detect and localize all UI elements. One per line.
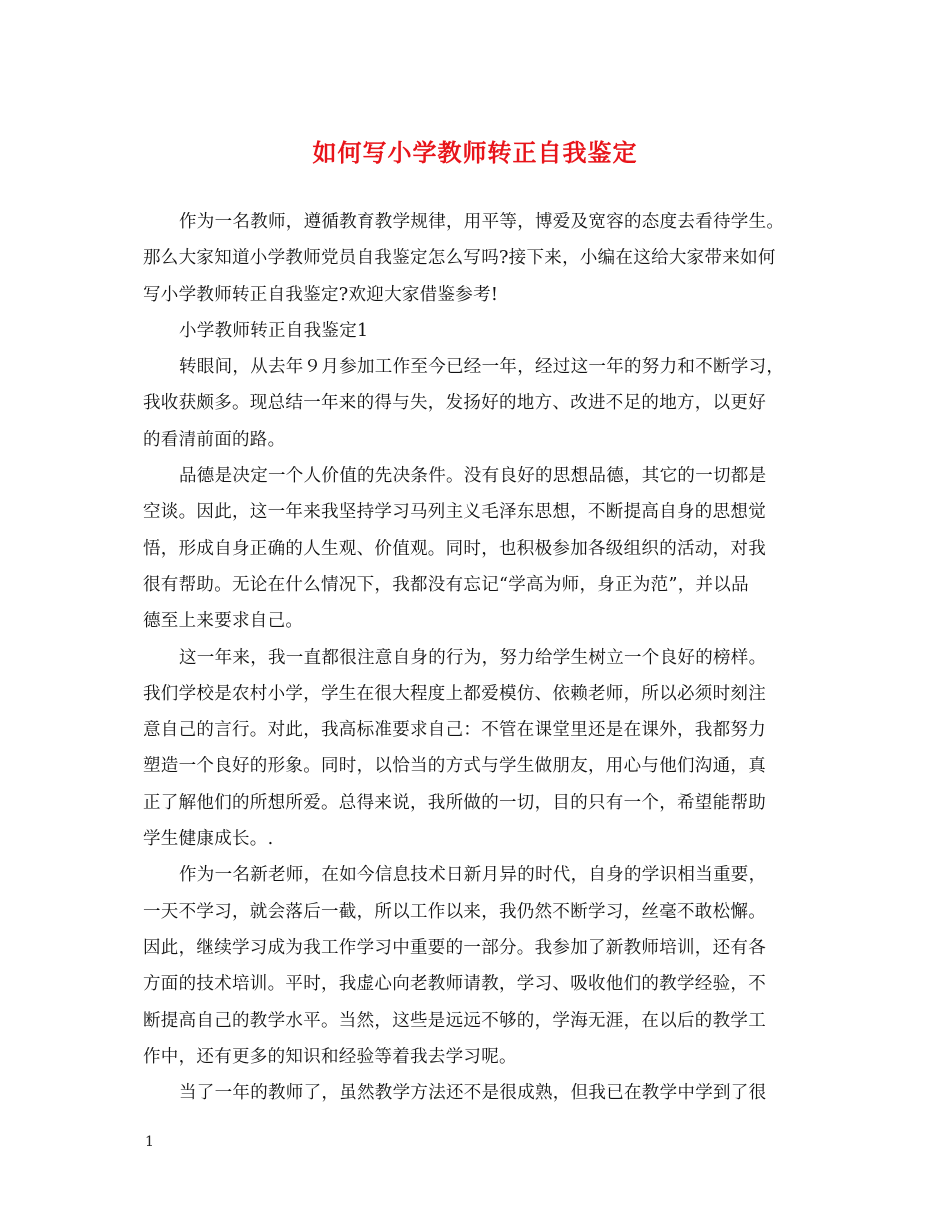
text-line: 品德是决定一个人价值的先决条件。没有良好的思想品德，其它的一切都是 — [179, 466, 767, 487]
text-line: 那么大家知道小学教师党员自我鉴定怎么写吗?接下来，小编在这给大家带来如何 — [143, 248, 776, 269]
text-line: 空谈。因此，这一年来我坚持学习马列主义毛泽东思想，不断提高自身的思想觉 — [143, 502, 766, 523]
text-line: 作为一名教师，遵循教育教学规律，用平等，博爱及宽容的态度去看待学生。 — [179, 212, 785, 232]
text-line: 正了解他们的所想所爱。总得来说，我所做的一切，目的只有一个，希望能帮助 — [143, 792, 766, 813]
text-line: 作为一名新老师，在如今信息技术日新月异的时代，自身的学识相当重要， — [179, 865, 767, 886]
page-number: 1 — [145, 1134, 154, 1150]
text-line: 转眼间，从去年９月参加工作至今已经一年，经过这一年的努力和不断学习， — [179, 357, 785, 378]
text-line: 很有帮助。无论在什么情况下，我都没有忘记“学高为师，身正为范”，并以品 — [143, 574, 749, 595]
text-line: 作中，还有更多的知识和经验等着我去学习呢。 — [143, 1046, 517, 1067]
text-line: 我收获颇多。现总结一年来的得与失，发扬好的地方、改进不足的地方，以更好 — [143, 393, 766, 414]
text-line: 我们学校是农村小学，学生在很大程度上都爱模仿、依赖老师，所以必须时刻注 — [143, 683, 766, 704]
document-title: 如何写小学教师转正自我鉴定 — [312, 138, 638, 167]
text-line: 小学教师转正自我鉴定1 — [179, 320, 369, 341]
text-line: 意自己的言行。对此，我高标准要求自己：不管在课堂里还是在课外，我都努力 — [143, 720, 766, 741]
text-line: 方面的技术培训。平时，我虚心向老教师请教，学习、吸收他们的教学经验，不 — [143, 974, 766, 995]
text-line: 这一年来，我一直都很注意自身的行为，努力给学生树立一个良好的榜样。 — [179, 647, 767, 668]
text-line: 德至上来要求自己。 — [143, 611, 304, 632]
text-line: 一天不学习，就会落后一截，所以工作以来，我仍然不断学习，丝毫不敢松懈。 — [143, 901, 766, 922]
document-body — [143, 204, 823, 1111]
text-line: 塑造一个良好的形象。同时，以恰当的方式与学生做朋友，用心与他们沟通，真 — [143, 756, 766, 777]
text-line: 写小学教师转正自我鉴定?欢迎大家借鉴参考! — [143, 284, 499, 305]
text-line: 学生健康成长。. — [143, 829, 274, 850]
text-line: 当了一年的教师了，虽然教学方法还不是很成熟，但我已在教学中学到了很 — [179, 1083, 767, 1104]
text-line: 因此，继续学习成为我工作学习中重要的一部分。我参加了新教师培训，还有各 — [143, 937, 766, 958]
text-line: 悟，形成自身正确的人生观、价值观。同时，也积极参加各级组织的活动，对我 — [143, 538, 766, 559]
text-line: 的看清前面的路。 — [143, 429, 286, 450]
text-line: 断提高自己的教学水平。当然，这些是远远不够的，学海无涯，在以后的教学工 — [143, 1010, 766, 1031]
